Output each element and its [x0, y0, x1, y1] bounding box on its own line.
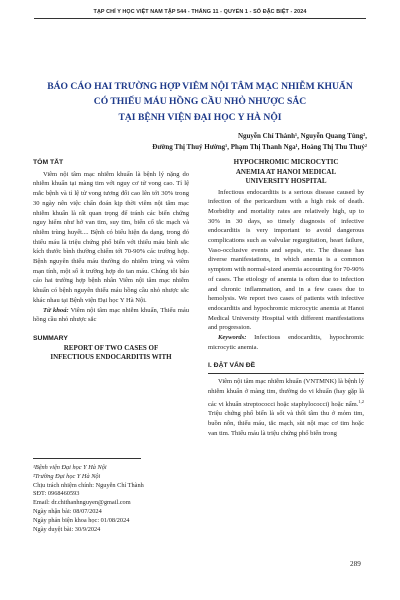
- corresponding-author: Chịu trách nhiệm chính: Nguyễn Chí Thành: [33, 481, 144, 489]
- keywords-label: Từ khoá:: [43, 306, 69, 314]
- summary-keywords-label: Keywords:: [218, 334, 247, 342]
- abstract-keywords: [33, 306, 189, 325]
- affiliation-2: ²Trường Đại học Y Hà Nội: [33, 472, 101, 480]
- journal-header: TẠP CHÍ Y HỌC VIỆT NAM TẬP 544 - THÁNG 11 - QUYỂN 1 - SỐ ĐẶC BIỆT - 2024: [93, 9, 307, 15]
- abstract-body: Viêm nội tâm mạc nhiễm khuẩn là bệnh lý nặng do nhiễm khuẩn tại màng tim với nguy cơ tử vong cao. Tỉ lệ mắc bệnh và tỉ lệ tử vong tương đối cao lên tới 30% trong 30 ngày nên việc chẩn đoán kịp thời viêm nội tâm mạc nhiễm khuẩn là rất quan trọng để tránh các biến chứng nguy hiểm như hở van tim, suy tim, biến cố tắc mạch và nhiễm trùng huyết.... Bệnh có biểu hiện đa dạng, trong đó thiếu máu là triệu chứng phổ biến với thiếu máu bình sắc kích thước bình thường chiếm tới 70-90% các trường hợp. Bệnh nguyên thiếu máu thường do nhiễm trùng và viêm mạn tính, một số ít trường hợp do tan máu. Chúng tôi báo cáo hai trường hợp bệnh nhân Viêm nội tâm mạc nhiễm khuẩn có bệnh nguyên thiếu máu hồng cầu nhỏ nhược sắc khác nhau tại Bệnh viện Đại học Y Hà Nội.: [33, 170, 189, 304]
- authors-line-2: Đường Thị Thuý Hường¹, Phạm Thị Thanh Nga¹, Hoàng Thị Thu Thuỷ²: [152, 142, 367, 151]
- phone: SĐT: 0968460593: [33, 490, 80, 498]
- article-title: [30, 79, 370, 125]
- intro-text-b: Triệu chứng phổ biến là sốt và thổi tâm thu ở mỏm tim, buồn nôn, thiếu máu, tắc mạch, sùi nội mạc cơ tim hoặc van tim. Thiếu máu là triệu chứng phổ biến trong: [208, 410, 364, 437]
- intro-citation: 1,2: [358, 398, 364, 404]
- date-approved: Ngày duyệt bài: 30/9/2024: [33, 525, 101, 533]
- header-divider: [34, 18, 366, 19]
- title-line-1: BÁO CÁO HAI TRƯỜNG HỢP VIÊM NỘI TÂM MẠC NHIỄM KHUẨN: [47, 81, 353, 92]
- page-number: 289: [350, 560, 361, 568]
- summary-title-2: INFECTIOUS ENDOCARDITIS WITH: [50, 353, 172, 362]
- affiliation-1: ¹Bệnh viện Đại học Y Hà Nội: [33, 464, 107, 471]
- title-line-3: TẠI BỆNH VIỆN ĐẠI HỌC Y HÀ NỘI: [118, 111, 282, 123]
- author-list: [47, 131, 367, 152]
- intro-text-a: Viêm nội tâm mạc nhiễm khuẩn (VNTMNK) là bệnh lý nhiễm khuẩn ở màng tim, thường do vi khuẩn (hay gặp là các vi khuẩn streptococci hoặc staphylococci) hoặc nấm.: [208, 378, 364, 408]
- intro-heading: I. ĐẶT VẤN ĐỀ: [208, 362, 256, 370]
- intro-body: [208, 377, 364, 438]
- intro-divider: [208, 373, 364, 374]
- summary-title-3: HYPOCHROMIC MICROCYTIC: [233, 158, 339, 166]
- abstract-heading: TÓM TẮT: [33, 159, 64, 166]
- summary-heading: SUMMARY: [33, 334, 68, 342]
- footnotes: [33, 464, 193, 534]
- date-reviewed: Ngày phản biện khoa học: 01/08/2024: [33, 516, 130, 524]
- summary-body: Infectious endocarditis is a serious disease caused by infection of the pericardium with a high risk of death. Morbidity and mortality rates are relatively high, up to 30% in 30 days, so timely diagnosis of infective endocarditis is very important to avoid dangerous complications such as valvular regurgitation, heart failure, Vaso-occlusive events and sepsis, etc. The disease has diverse manifestations, in which anemia is a common symptom with normal-sized anemia accounting for 70-90% of cases. The etiology of anemia is often due to infection and chronic inflammation, and in a few cases due to hemolysis. We report two cases of patients with infective endocarditis and hypochromic microcytic anemia at Hanoi Medical University Hospital with different manifestations and progression.: [208, 188, 364, 332]
- left-column: [33, 158, 189, 363]
- summary-keywords-text: Infectious endocarditis, hypochromic microcytic anemia.: [208, 334, 364, 351]
- authors-line-1: Nguyễn Chí Thành¹, Nguyễn Quang Tùng²,: [237, 132, 367, 140]
- summary-title-5: UNIVERSITY HOSPITAL: [245, 177, 327, 185]
- email: Email: dr.chithanhnguyen@gmail.com: [33, 499, 131, 507]
- date-received: Ngày nhận bài: 08/07/2024: [33, 507, 102, 515]
- title-line-2: CÓ THIẾU MÁU HỒNG CẦU NHỎ NHƯỢC SẮC: [93, 96, 307, 108]
- summary-title-4: ANEMIA AT HANOI MEDICAL: [235, 167, 337, 176]
- summary-keywords: [208, 333, 364, 352]
- footnote-divider: [33, 458, 141, 459]
- right-column: [208, 158, 364, 439]
- keywords-text: Viêm nội tâm mạc nhiễm khuẩn, Thiếu máu hồng cầu nhỏ nhược sắc: [33, 306, 190, 324]
- summary-title-1: REPORT OF TWO CASES OF: [63, 343, 159, 352]
